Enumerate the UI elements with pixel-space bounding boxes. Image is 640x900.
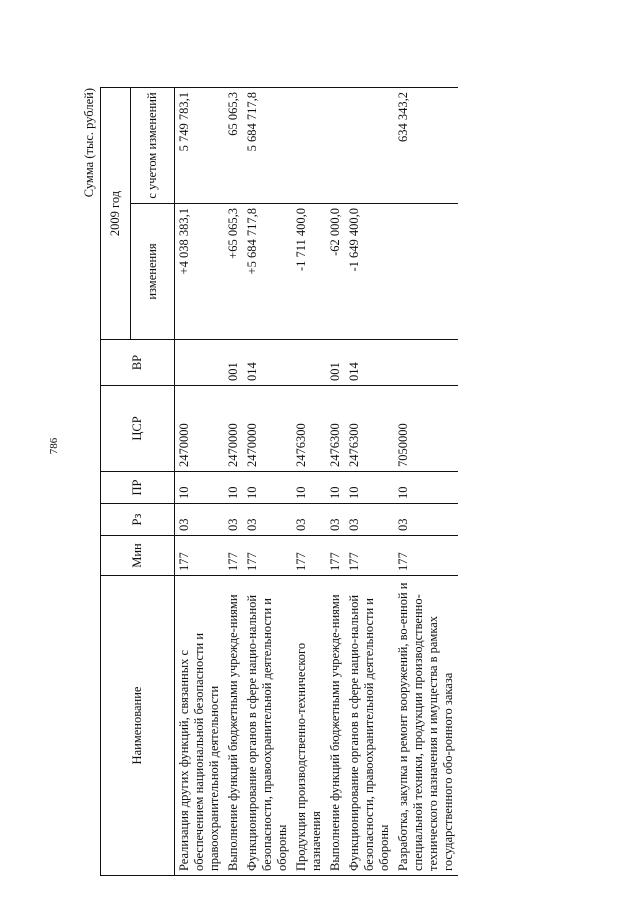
header-csr: ЦСР	[101, 386, 175, 472]
cell-pr: 10	[243, 472, 292, 504]
cell-min: 177	[292, 536, 326, 576]
cell-rz: 03	[394, 504, 458, 536]
header-vr: ВР	[101, 340, 175, 386]
cell-csr: 2476300	[345, 386, 394, 472]
cell-vr: 001	[224, 340, 243, 386]
cell-csr: 2470000	[243, 386, 292, 472]
cell-pr: 10	[175, 472, 225, 504]
cell-rz: 03	[345, 504, 394, 536]
cell-changes: -1 649 400,0	[345, 204, 394, 340]
cell-changes: +4 038 383,1	[175, 204, 225, 340]
cell-changes: -1 711 400,0	[292, 204, 326, 340]
cell-rz: 03	[175, 504, 225, 536]
cell-with-changes	[345, 87, 394, 203]
header-pr: ПР	[101, 472, 175, 504]
cell-vr: 014	[345, 340, 394, 386]
header-rz: Рз	[101, 504, 175, 536]
table-row	[326, 87, 345, 875]
cell-with-changes: 634 343,2	[394, 87, 458, 203]
table-row	[175, 87, 225, 875]
cell-with-changes	[292, 87, 326, 203]
cell-name: Разработка, закупка и ремонт вооружений, во-енной и специальной техники, продукции производственно-технического назначения и имущества в рамках государственного обо-ронного заказа	[394, 576, 458, 876]
cell-changes	[394, 204, 458, 340]
cell-changes: -62 000,0	[326, 204, 345, 340]
cell-vr	[292, 340, 326, 386]
cell-csr: 2476300	[292, 386, 326, 472]
cell-name: Функционирование органов в сфере нацио-нальной безопасности, правоохранительной деятельности и обороны	[243, 576, 292, 876]
cell-rz: 03	[292, 504, 326, 536]
cell-changes: +5 684 717,8	[243, 204, 292, 340]
cell-min: 177	[394, 536, 458, 576]
cell-rz: 03	[326, 504, 345, 536]
cell-vr	[175, 340, 225, 386]
cell-min: 177	[326, 536, 345, 576]
table-row	[345, 87, 394, 875]
cell-csr: 2470000	[175, 386, 225, 472]
cell-changes: +65 065,3	[224, 204, 243, 340]
table-row	[292, 87, 326, 875]
cell-with-changes	[326, 87, 345, 203]
table-row	[224, 87, 243, 875]
header-name: Наименование	[101, 576, 175, 876]
cell-pr: 10	[394, 472, 458, 504]
cell-pr: 10	[326, 472, 345, 504]
cell-min: 177	[224, 536, 243, 576]
cell-rz: 03	[224, 504, 243, 536]
unit-label: Сумма (тыс. рублей)	[82, 88, 96, 198]
rotated-page-content	[80, 80, 560, 880]
cell-rz: 03	[243, 504, 292, 536]
cell-csr: 7050000	[394, 386, 458, 472]
cell-vr: 001	[326, 340, 345, 386]
cell-name: Функционирование органов в сфере нацио-нальной безопасности, правоохранительной деятельности и обороны	[345, 576, 394, 876]
cell-vr	[394, 340, 458, 386]
cell-with-changes: 5 684 717,8	[243, 87, 292, 203]
cell-min: 177	[175, 536, 225, 576]
cell-csr: 2476300	[326, 386, 345, 472]
budget-table	[100, 87, 458, 876]
table-body	[175, 87, 459, 875]
cell-min: 177	[243, 536, 292, 576]
cell-with-changes: 65 065,3	[224, 87, 243, 203]
header-changes: изменения	[131, 204, 175, 340]
cell-vr: 014	[243, 340, 292, 386]
table-row	[394, 87, 458, 875]
cell-csr: 2470000	[224, 386, 243, 472]
cell-pr: 10	[292, 472, 326, 504]
cell-pr: 10	[345, 472, 394, 504]
header-year: 2009 год	[101, 87, 131, 339]
header-min: Мин	[101, 536, 175, 576]
table-row	[243, 87, 292, 875]
cell-name: Выполнение функций бюджетными учрежде-ниями	[326, 576, 345, 876]
cell-with-changes: 5 749 783,1	[175, 87, 225, 203]
header-with-changes: с учетом изменений	[131, 87, 175, 203]
cell-pr: 10	[224, 472, 243, 504]
cell-name: Продукция производственно-технического назначения	[292, 576, 326, 876]
page-number: 786	[48, 437, 60, 455]
cell-name: Реализация других функций, связанных с обеспечением национальной безопасности и правоохранительной деятельности	[175, 576, 225, 876]
cell-min: 177	[345, 536, 394, 576]
cell-name: Выполнение функций бюджетными учрежде-ниями	[224, 576, 243, 876]
